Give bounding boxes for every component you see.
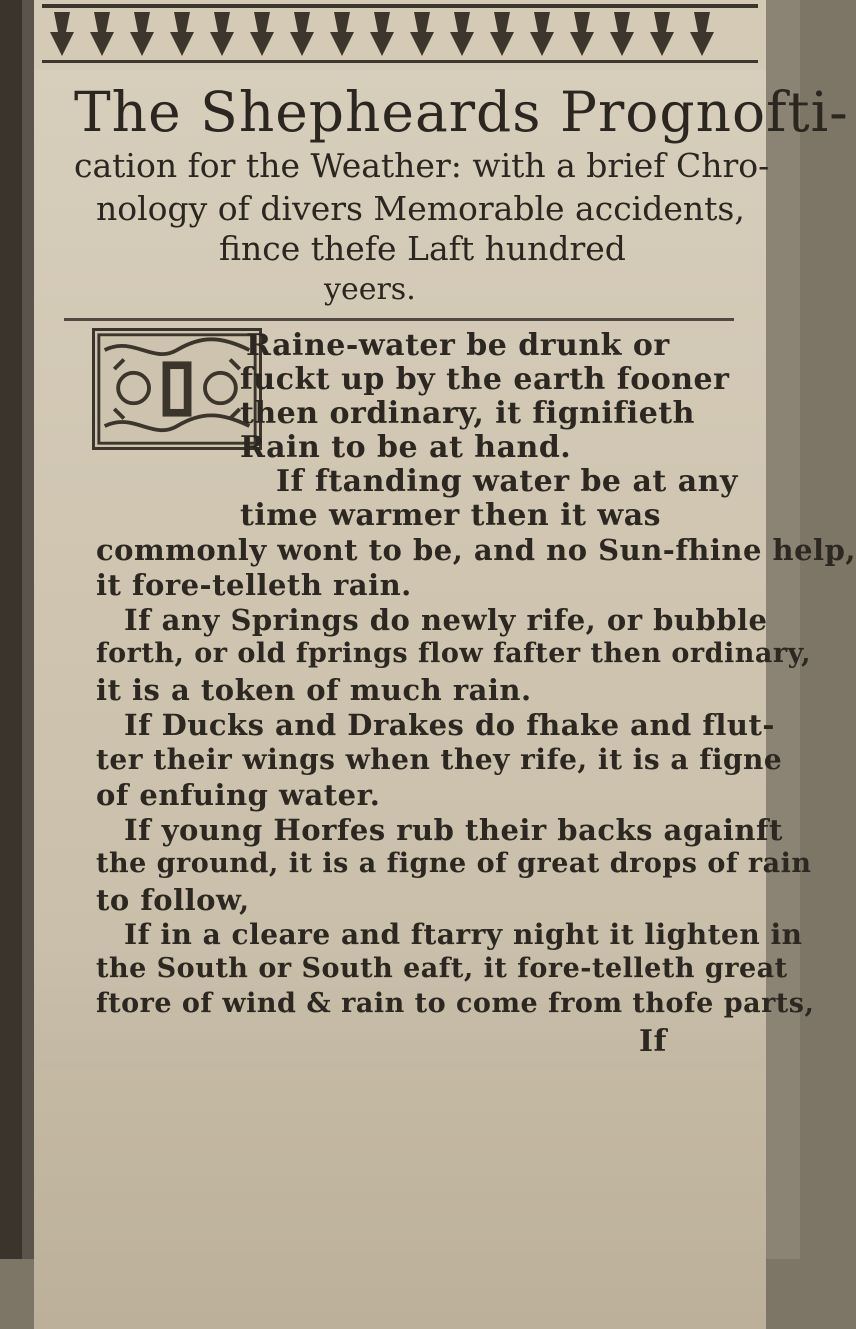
subtitle-line-2: nology of divers Memorable accidents,	[96, 189, 745, 228]
body-line: it is a token of much rain.	[96, 673, 532, 707]
body-line: commonly wont to be, and no Sun-fhine help,	[96, 533, 856, 567]
body-line: forth, or old fprings flow fafter then ordinary,	[96, 638, 812, 669]
subtitle-line-3: fince thefe Laft hundred	[219, 229, 626, 268]
scan-edge-shadow	[22, 0, 34, 1259]
subtitle-line-4: yeers.	[324, 272, 416, 307]
body-line: ftore of wind & rain to come from thofe parts,	[96, 988, 815, 1019]
book-page	[34, 0, 856, 1259]
scan-background-right	[766, 0, 800, 1259]
body-line: If ftanding water be at any	[276, 464, 738, 499]
body-line: it fore-telleth rain.	[96, 568, 412, 602]
page-bottom-margin	[34, 1070, 766, 1329]
catchword: If	[639, 1024, 667, 1059]
body-line: of enfuing water.	[96, 778, 381, 812]
scan-edge	[0, 0, 22, 1259]
woodcut-ornament-icon	[92, 328, 262, 450]
body-line: Rain to be at hand.	[240, 430, 572, 465]
body-line: Raine-water be drunk or	[246, 328, 670, 363]
body-line: If in a cleare and ftarry night it lighten in	[124, 918, 803, 951]
body-line: time warmer then it was	[240, 498, 662, 533]
page-title: The Shepheards Prognofti-	[74, 80, 849, 144]
body-line: If any Springs do newly rife, or bubble	[124, 603, 768, 637]
body-line: If Ducks and Drakes do fhake and flut-	[124, 708, 775, 742]
subtitle-line-1: cation for the Weather: with a brief Chro-	[74, 146, 770, 185]
body-line: then ordinary, it fignifieth	[240, 396, 695, 431]
divider-rule	[64, 318, 734, 321]
body-line: If young Horfes rub their backs againft	[124, 813, 783, 847]
body-line: the ground, it is a figne of great drops of rain	[96, 848, 812, 879]
body-line: ter their wings when they rife, it is a figne	[96, 743, 783, 776]
body-line: to follow,	[96, 883, 250, 917]
body-line: fuckt up by the earth fooner	[240, 362, 730, 397]
decorative-border-icon	[34, 0, 766, 70]
body-line: the South or South eaft, it fore-telleth great	[96, 953, 788, 984]
